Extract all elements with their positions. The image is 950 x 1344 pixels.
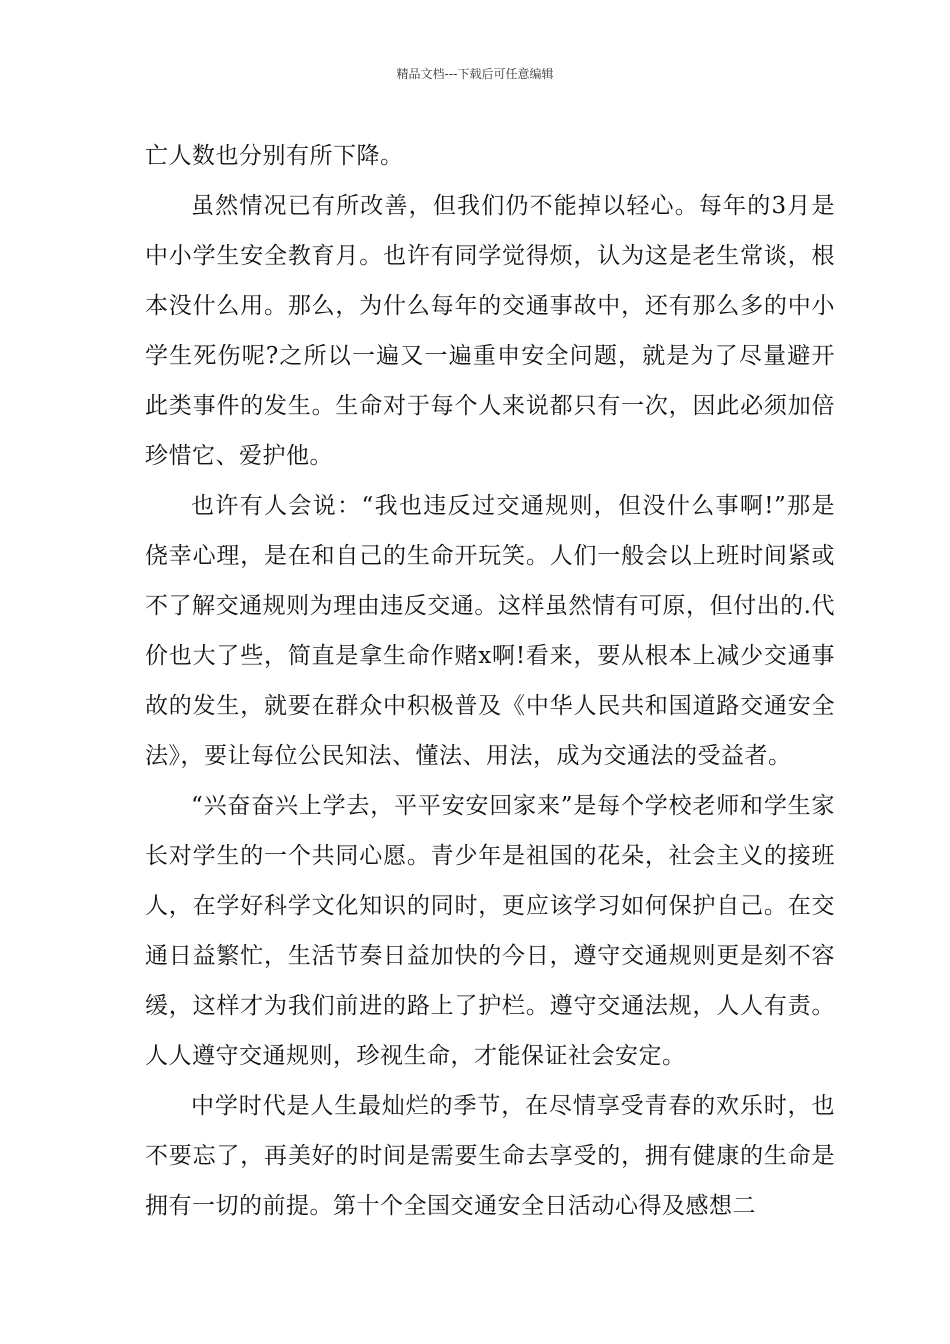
paragraph-3: 也许有人会说：“我也违反过交通规则，但没什么事啊!”那是侥幸心理，是在和自己的生命开玩笑。人们一般会以上班时间紧或不了解交通规则为理由违反交通。这样虽然情有可原，但付出的.代价也大了些，简直是拿生命作赌x啊!看来，要从根本上减少交通事故的发生，就要在群众中积极普及《中华人民共和国道路交通安全法》，要让每位公民知法、懂法、用法，成为交通法的受益者。	[145, 493, 835, 769]
paragraph-4: “兴奋奋兴上学去，平平安安回家来”是每个学校老师和学生家长对学生的一个共同心愿。青少年是祖国的花朵，社会主义的接班人，在学好科学文化知识的同时，更应该学习如何保护自己。在交通日益繁忙，生活节奏日益加快的今日，遵守交通规则更是刻不容缓，这样才为我们前进的路上了护栏。遵守交通法规，人人有责。人人遵守交通规则，珍视生命，才能保证社会安定。	[145, 793, 835, 1069]
paragraph-5: 中学时代是人生最灿烂的季节，在尽情享受青春的欢乐时，也不要忘了，再美好的时间是需要生命去享受的，拥有健康的生命是拥有一切的前提。第十个全国交通安全日活动心得及感想二	[145, 1093, 835, 1219]
paragraph-1: 亡人数也分别有所下降。	[145, 143, 404, 169]
paragraph-2: 虽然情况已有所改善，但我们仍不能掉以轻心。每年的3月是中小学生安全教育月。也许有同学觉得烦，认为这是老生常谈，根本没什么用。那么，为什么每年的交通事故中，还有那么多的中小学生死伤呢?之所以一遍又一遍重申安全问题，就是为了尽量避开此类事件的发生。生命对于每个人来说都只有一次，因此必须加倍珍惜它、爱护他。	[145, 193, 835, 469]
page-header: 精品文档---下载后可任意编辑	[396, 67, 554, 81]
document-body	[145, 131, 835, 1231]
